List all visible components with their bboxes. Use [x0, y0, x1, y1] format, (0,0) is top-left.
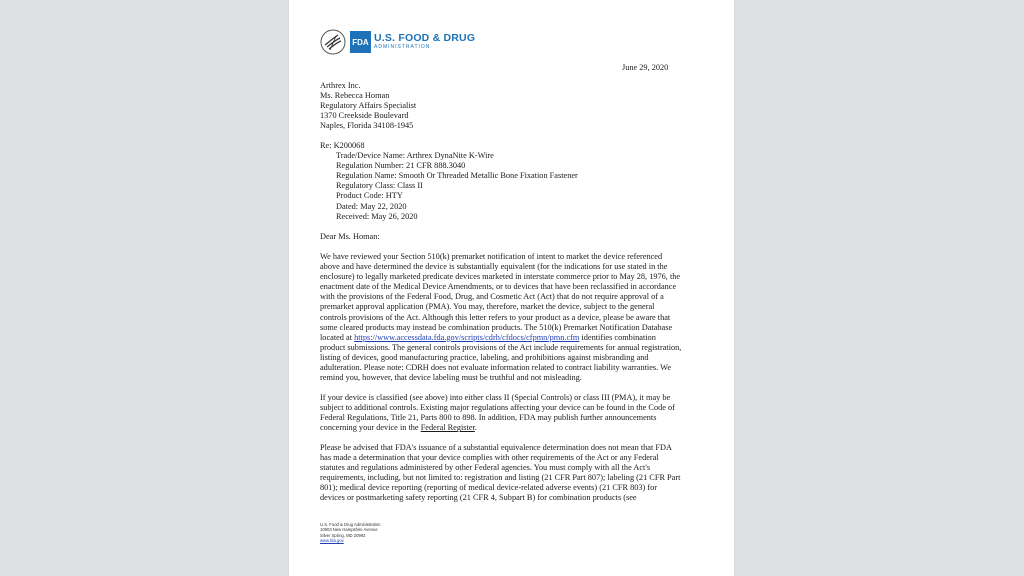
reference-item: Regulation Name: Smooth Or Threaded Metallic Bone Fixation Fastener	[336, 171, 578, 181]
paragraph-line-with-link	[320, 333, 705, 343]
federal-register-link[interactable]: Federal Register	[420, 423, 475, 433]
paragraph-2	[320, 393, 705, 433]
paragraph-line: listing of devices, good manufacturing practice, labeling, and prohibitions against misbranding and	[320, 352, 649, 362]
paragraph-1	[320, 252, 705, 383]
paragraph-line: adulteration. Please note: CDRH does not evaluate information related to contract liability warranties. We	[320, 363, 671, 373]
reference-item: Received: May 26, 2020	[336, 211, 418, 221]
footer-line: 10903 New Hampshire Avenue	[320, 527, 378, 533]
link-prefix: concerning your device in the	[320, 423, 421, 433]
footer-website-link[interactable]: www.fda.gov	[320, 538, 344, 544]
addressee-line: Ms. Rebecca Homan	[320, 91, 390, 101]
reference-number: Re: K200068	[320, 141, 365, 150]
paragraph-line: enactment date of the Medical Device Amendments, or to devices that have been reclassified in accordance	[320, 282, 677, 292]
letter-footer	[320, 522, 381, 544]
paragraph-line: Federal Regulations, Title 21, Parts 800 to 898. In addition, FDA may publish further announcements	[320, 413, 657, 423]
addressee-line: Naples, Florida 34108-1945	[320, 121, 414, 131]
paragraph-line: has made a determination that your device complies with other requirements of the Act or any Federal	[320, 453, 659, 463]
footer-line: Silver Spring, MD 20993	[320, 532, 366, 538]
paragraph-line: above and have determined the device is substantially equivalent (for the indications for use stated in the	[320, 262, 668, 272]
paragraph-line: controls provisions of the Act. Although this letter refers to your product as a device, please be aware that	[320, 312, 671, 322]
paragraph-line: premarket approval application (PMA). You may, therefore, market the device, subject to the general	[320, 302, 655, 312]
paragraph-line: with the provisions of the Federal Food, Drug, and Cosmetic Act (Act) that do not require approval of a	[320, 292, 664, 302]
paragraph-line: statutes and regulations administered by other Federal agencies. You must comply with all the Act's	[320, 463, 651, 473]
paragraph-line: devices or postmarketing safety reporting (21 CFR 4, Subpart B) for combination products (see	[320, 493, 637, 503]
paragraph-line: We have reviewed your Section 510(k) premarket notification of intent to market the device referenced	[320, 252, 663, 261]
agency-name: U.S. FOOD & DRUG	[374, 32, 476, 44]
paragraph-line: subject to additional controls. Existing major regulations affecting your device can be found in the Code of	[320, 403, 675, 413]
pmn-database-link[interactable]: https://www.accessdata.fda.gov/scripts/cdrh/cfdocs/cfpmn/pmn.cfm	[354, 332, 580, 342]
paragraph-line: some cleared products may instead be combination products. The 510(k) Premarket Notification Database	[320, 322, 673, 332]
link-suffix: identifies combination	[579, 332, 656, 342]
addressee-line: Arthrex Inc.	[320, 81, 361, 90]
footer-line: U.S. Food & Drug Administration	[320, 522, 381, 527]
reference-item: Trade/Device Name: Arthrex DynaNite K-Wire	[336, 151, 494, 161]
addressee-line: Regulatory Affairs Specialist	[320, 101, 417, 111]
fda-logo-text: FDA	[352, 37, 369, 47]
paragraph-3	[320, 443, 705, 504]
reference-block	[320, 141, 705, 222]
reference-item: Dated: May 22, 2020	[336, 201, 407, 211]
addressee-block	[320, 81, 705, 131]
addressee-line: 1370 Creekside Boulevard	[320, 111, 409, 121]
paragraph-line-with-link	[320, 423, 705, 433]
paragraph-line: If your device is classified (see above) into either class II (Special Controls) or class III (PMA), it may be	[320, 393, 671, 402]
paragraph-line: product submissions. The general controls provisions of the Act include requirements for annual registration,	[320, 342, 682, 352]
letterhead	[320, 28, 475, 56]
paragraph-line: Please be advised that FDA's issuance of a substantial equivalence determination does not mean that FDA	[320, 443, 672, 452]
paragraph-line: remind you, however, that device labeling must be truthful and not misleading.	[320, 373, 582, 383]
fda-logo-box	[350, 31, 371, 53]
document-page	[289, 0, 734, 576]
salutation: Dear Ms. Homan:	[320, 232, 380, 241]
reference-item: Regulation Number: 21 CFR 888.3040	[336, 161, 466, 171]
reference-item: Regulatory Class: Class II	[336, 181, 423, 191]
letter-date: June 29, 2020	[622, 63, 669, 72]
paragraph-line: requirements, including, but not limited to: registration and listing (21 CFR Part 807); labeling (21 CFR Part	[320, 473, 681, 483]
reference-item: Product Code: HTY	[336, 191, 403, 201]
paragraph-line: 801); medical device reporting (reporting of medical device-related adverse events) (21 CFR 803) for	[320, 483, 658, 493]
link-prefix: located at	[320, 332, 355, 342]
agency-subtitle: ADMINISTRATION	[374, 44, 431, 50]
hhs-eagle-seal-icon	[320, 29, 346, 55]
paragraph-line: enclosure) to legally marketed predicate devices marketed in interstate commerce prior to May 28, 1976, the	[320, 272, 681, 282]
fda-wordmark	[374, 33, 475, 51]
link-suffix: .	[474, 423, 477, 433]
